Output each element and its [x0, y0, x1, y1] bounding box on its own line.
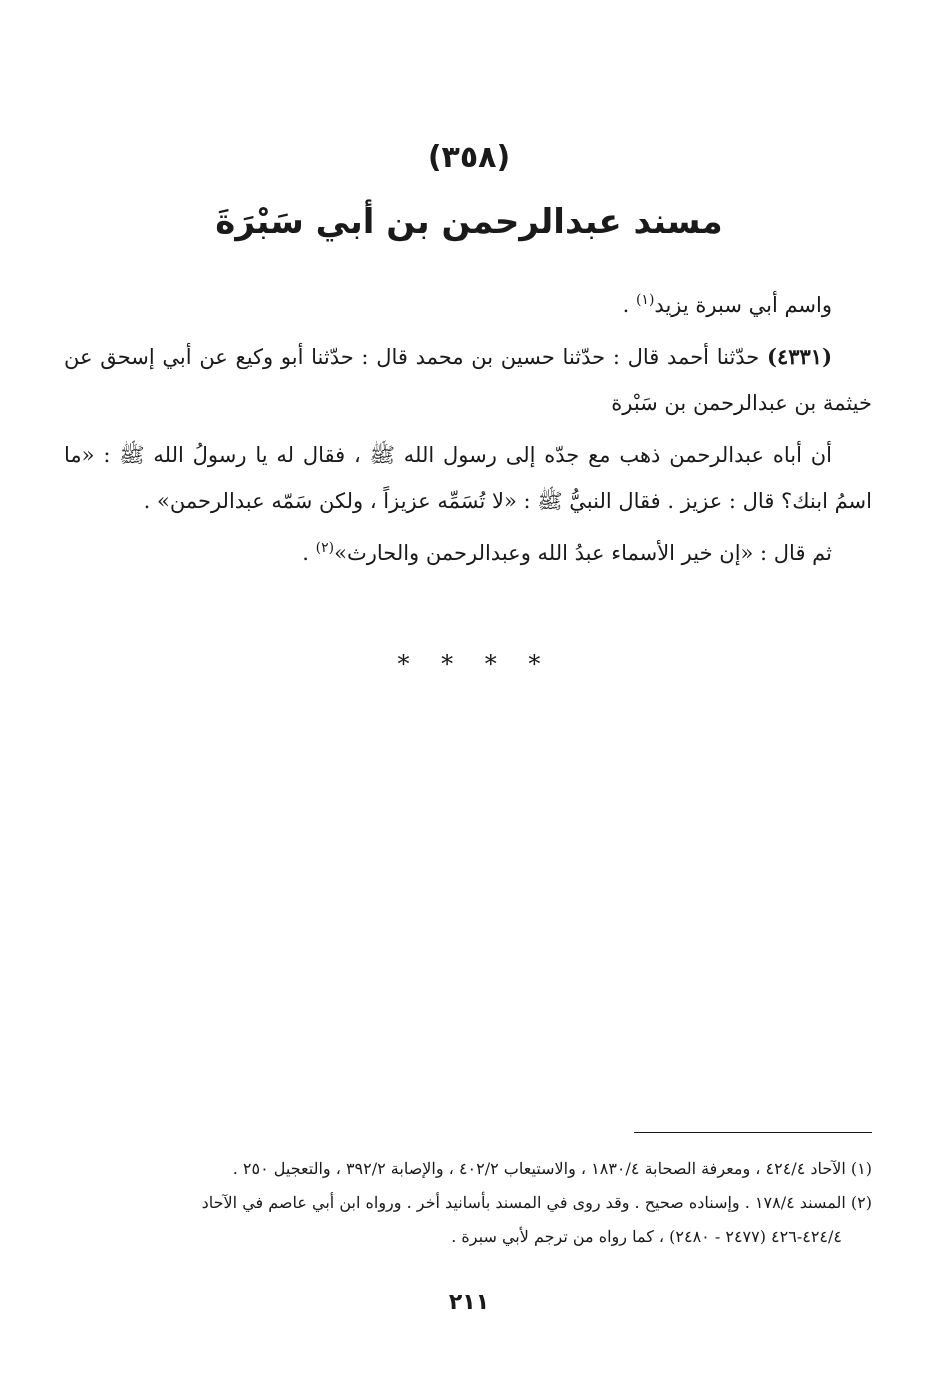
footnote-ref-1: (١): [635, 292, 655, 308]
matn-2-end: .: [302, 541, 316, 565]
intro-paragraph: [64, 282, 872, 328]
isnad-text: حدّثنا أحمد قال : حدّثنا حسين بن محمد قال : حدّثنا أبو وكيع عن أبي إسحق عن خيثمة بن عبدالرحمن بن سَبْرة: [64, 345, 872, 415]
chapter-number: (٣٥٨): [427, 140, 511, 175]
matn-paragraph-1: أن أباه عبدالرحمن ذهب مع جدّه إلى رسول الله ﷺ ، فقال له يا رسولُ الله ﷺ : «ما اسمُ ابنك؟ قال : عزيز . فقال النبيُّ ﷺ : «لا تُسَمِّه عزيزاً ، ولكن سَمّه عبدالرحمن» .: [64, 443, 872, 513]
isnad-paragraph: [64, 334, 872, 426]
footnote-1: (١) الآحاد ٤٢٤/٤ ، ومعرفة الصحابة ١٨٣٠/٤ ، والاستيعاب ٤٠٢/٢ ، والإصابة ٣٩٢/٢ ، والتعجيل ٢٥٠ .: [232, 1159, 872, 1178]
section-separator: * * * *: [397, 650, 541, 678]
matn-paragraph-2: [64, 530, 872, 576]
main-text: [64, 282, 872, 582]
chapter-title: مسند عبدالرحمن بن أبي سَبْرَةَ: [215, 202, 723, 242]
footnotes: [64, 1152, 872, 1254]
hadith-number: (٤٣٣١): [767, 344, 832, 369]
footnote-2-continuation: ٤٢٤/٤-٤٢٦ (٢٤٧٧ - ٢٤٨٠) ، كما رواه من ترجم لأبي سبرة .: [451, 1227, 842, 1246]
intro-end: .: [622, 293, 636, 317]
page-number: ٢١١: [448, 1290, 490, 1315]
footnote-ref-2: (٢): [315, 540, 335, 556]
matn-2-text: ثم قال : «إن خير الأسماء عبدُ الله وعبدالرحمن والحارث»: [334, 541, 832, 565]
footnote-divider: [634, 1132, 872, 1133]
intro-text: واسم أبي سبرة يزيد: [654, 293, 832, 317]
footnote-2: (٢) المسند ١٧٨/٤ . وإسناده صحيح . وقد روى في المسند بأسانيد أخر . ورواه ابن أبي عاصم في الآحاد: [201, 1193, 872, 1212]
